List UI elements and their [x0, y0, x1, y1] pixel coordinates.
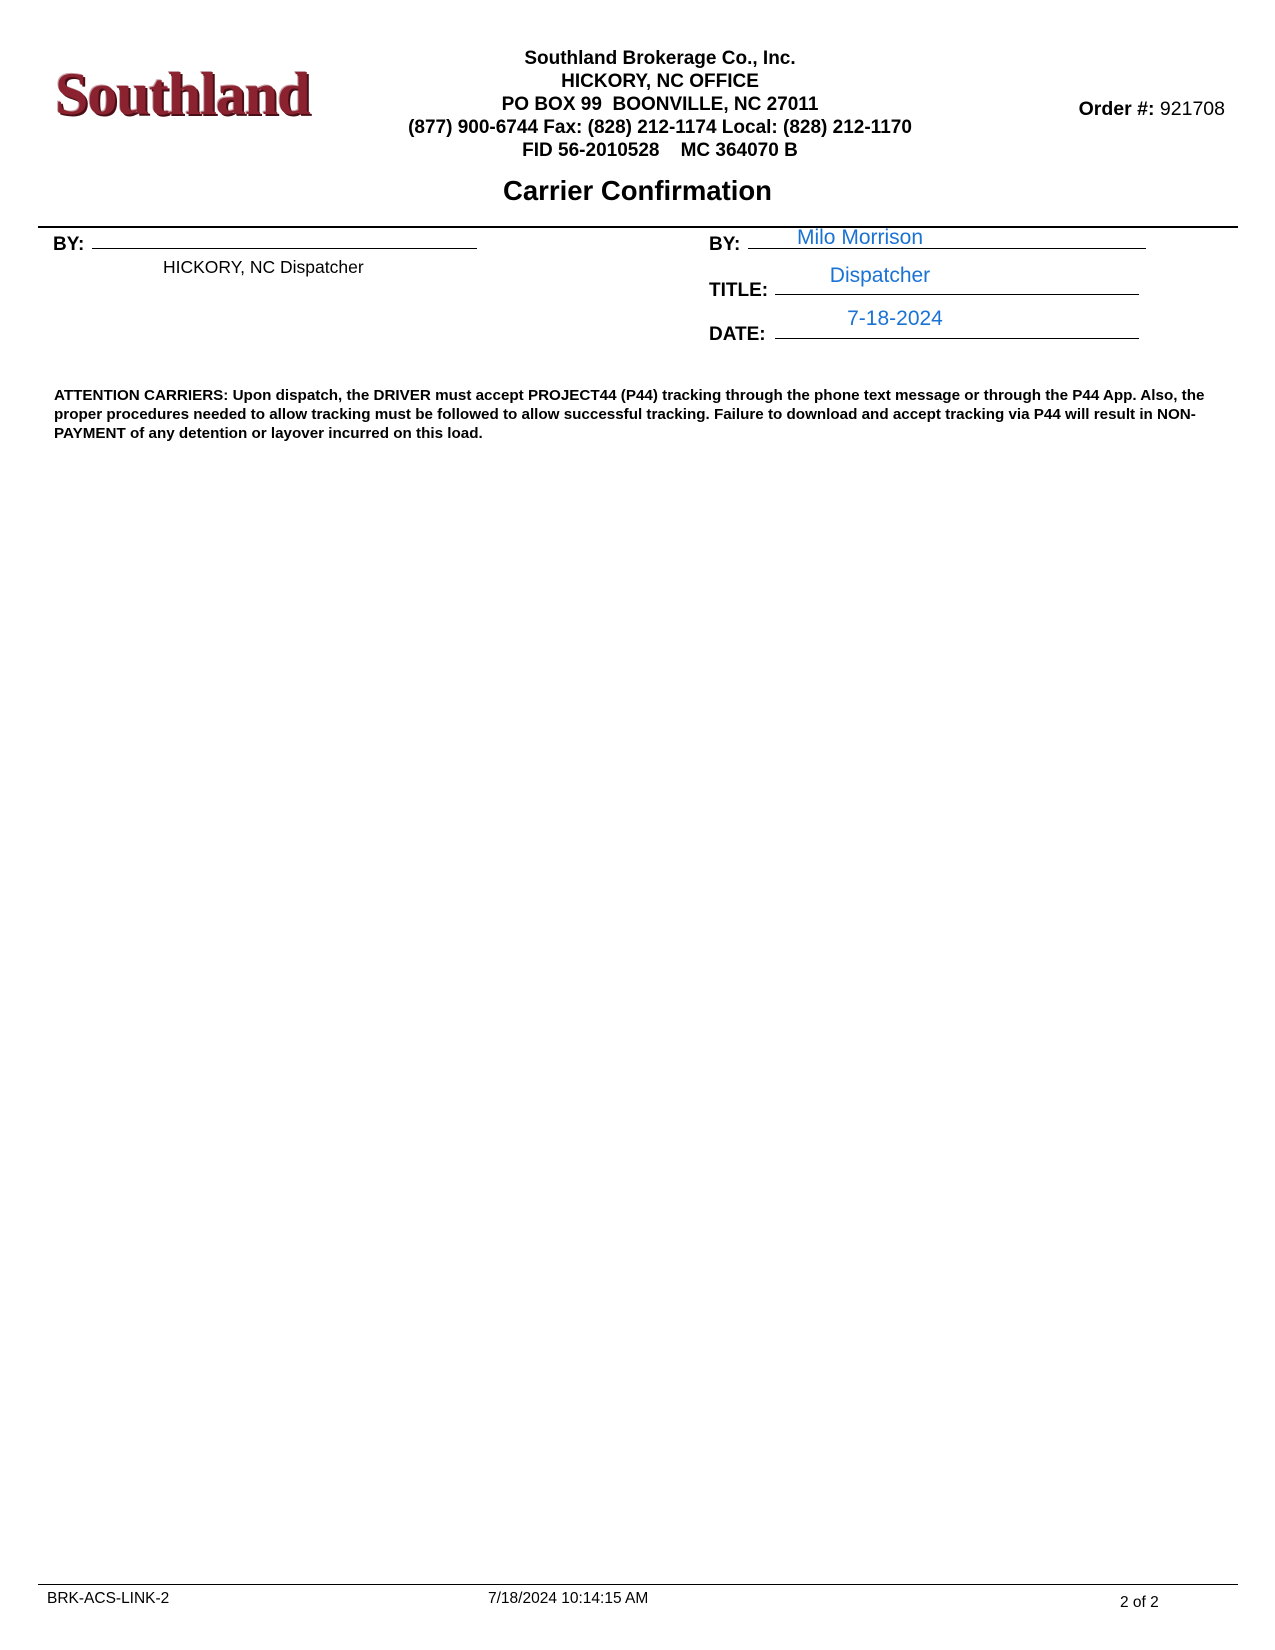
form-code: BRK-ACS-LINK-2 [47, 1590, 170, 1607]
header-divider [38, 226, 1238, 228]
broker-signature-line[interactable] [92, 248, 477, 249]
carrier-title-value[interactable]: Dispatcher [829, 264, 931, 287]
carrier-by-value[interactable]: Milo Morrison [796, 226, 924, 249]
carrier-date-line[interactable] [775, 338, 1139, 339]
broker-by-label: BY: [53, 234, 85, 255]
carrier-date-value[interactable]: 7-18-2024 [847, 307, 943, 330]
broker-role: HICKORY, NC Dispatcher [163, 257, 364, 277]
page-number: 2 of 2 [1120, 1594, 1159, 1611]
office-name: HICKORY, NC OFFICE [561, 71, 759, 92]
carrier-title-line[interactable] [775, 294, 1139, 295]
company-header [340, 47, 980, 162]
print-timestamp: 7/18/2024 10:14:15 AM [488, 1590, 649, 1607]
order-value: 921708 [1159, 98, 1225, 120]
order-number [1000, 98, 1225, 121]
company-logo: Southland [55, 61, 310, 127]
p44-tracking-notice: ATTENTION CARRIERS: Upon dispatch, the DRIVER must accept PROJECT44 (P44) tracking through the phone text message or through the P44 App. Also, the proper procedures needed to allow tracking must be followed to allow successful tracking. Failure to download and accept tracking via P44 will result in NON-PAYMENT of any detention or layover incurred on this load. [54, 387, 1205, 442]
carrier-by-label: BY: [709, 234, 741, 255]
company-name: Southland Brokerage Co., Inc. [524, 48, 796, 69]
company-address: PO BOX 99 BOONVILLE, NC 27011 [501, 94, 819, 115]
carrier-title-label: TITLE: [709, 280, 769, 301]
carrier-date-label: DATE: [709, 324, 766, 345]
company-ids: FID 56-2010528 MC 364070 B [522, 140, 798, 161]
company-phones: (877) 900-6744 Fax: (828) 212-1174 Local: (828) 212-1170 [408, 117, 912, 138]
footer-divider [38, 1584, 1238, 1585]
order-label: Order #: [1078, 98, 1155, 120]
document-title: Carrier Confirmation [503, 175, 772, 206]
